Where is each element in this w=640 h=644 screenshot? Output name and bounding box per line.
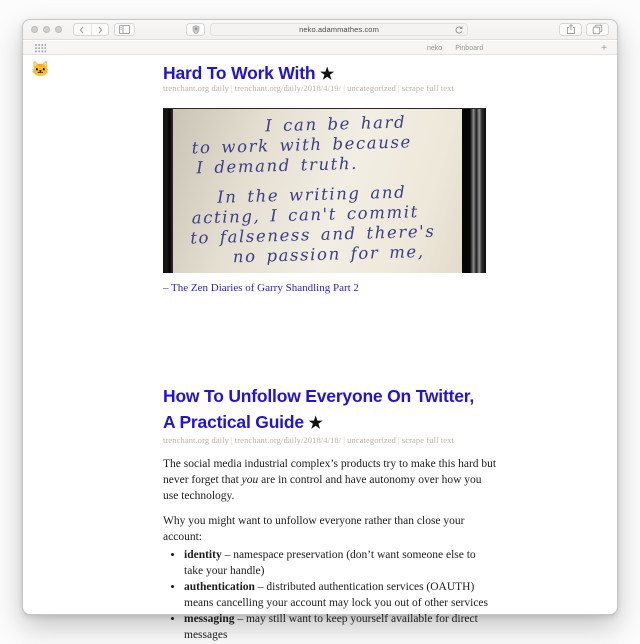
window-controls [31, 26, 62, 33]
chevron-left-icon [78, 26, 86, 34]
photo-caption-link[interactable]: – The Zen Diaries of Garry Shandling Part 2 [163, 282, 359, 294]
browser-window [22, 19, 618, 641]
address-bar[interactable] [210, 23, 468, 36]
list-item-messaging: • messaging – may still want to keep yourself available for direct messages [184, 612, 493, 643]
paragraph-social-media: The social media industrial complex’s products try to make this hard but never forget that you are in control and have autonomy over how you use technology. [163, 458, 497, 502]
post-meta [163, 83, 503, 93]
meta-separator: | [343, 83, 346, 93]
photo-dark-edge-right [462, 109, 486, 273]
post-meta [163, 435, 503, 445]
reload-button[interactable] [454, 25, 464, 35]
star-icon: ★ [308, 415, 323, 432]
share-icon [566, 24, 576, 35]
handwriting-photo [163, 108, 486, 273]
share-button[interactable] [559, 23, 582, 36]
url-text: neko.adammathes.com [299, 25, 379, 34]
favorites-grid-icon[interactable] [35, 44, 46, 53]
meta-scrape-link[interactable]: scrape full text [401, 435, 454, 445]
back-button[interactable] [74, 24, 91, 35]
meta-separator: | [343, 435, 346, 445]
new-tab-button[interactable]: + [601, 42, 607, 54]
meta-permalink[interactable]: trenchant.org/daily/2018/4/19/ [234, 83, 342, 93]
page-content [23, 56, 617, 641]
meta-source-link[interactable]: trenchant.org daily [163, 83, 229, 93]
close-button[interactable] [31, 26, 38, 33]
browser-toolbar [23, 20, 617, 40]
meta-permalink[interactable]: trenchant.org/daily/2018/4/18/ [234, 435, 342, 445]
zoom-button[interactable] [55, 26, 62, 33]
chevron-right-icon [96, 26, 104, 34]
meta-separator: | [230, 83, 233, 93]
meta-scrape-link[interactable]: scrape full text [401, 83, 454, 93]
meta-separator: | [398, 435, 400, 445]
favorite-item-pinboard[interactable]: Pinboard [455, 44, 484, 52]
paragraph-why-unfollow: Why you might want to unfollow everyone rather than close your account: [163, 515, 465, 543]
photo-dark-edge-left [163, 109, 173, 273]
post-title-line2: A Practical Guide [163, 412, 304, 432]
post-title-line1: How To Unfollow Everyone On Twitter, [163, 386, 475, 406]
favorite-item-neko[interactable]: neko [427, 44, 443, 52]
meta-separator: | [230, 435, 233, 445]
handwritten-text: I can be hard to work with because I demand truth. In the writing and acting, I can't commit to falseness and there's no passion for me, [190, 112, 436, 267]
post-title-how-to-unfollow[interactable] [163, 383, 499, 437]
reload-icon [454, 25, 464, 35]
minimize-button[interactable] [43, 26, 50, 33]
privacy-badge-button[interactable] [186, 23, 205, 36]
tabs-icon [592, 24, 603, 35]
cat-emoji-icon[interactable]: 🐱 [31, 61, 50, 78]
shield-icon [192, 25, 200, 34]
forward-button[interactable] [91, 24, 109, 35]
reasons-list [163, 548, 493, 644]
tab-overview-button[interactable] [586, 23, 609, 36]
sidebar-icon [119, 25, 130, 34]
post-title-text: Hard To Work With [163, 63, 316, 83]
favorites-bar [23, 41, 617, 55]
sidebar-toggle-button[interactable] [114, 23, 135, 36]
star-icon: ★ [320, 66, 335, 83]
meta-category-link[interactable]: uncategorized [347, 83, 397, 93]
emphasized-you: you [241, 474, 259, 486]
meta-separator: | [398, 83, 400, 93]
list-item-identity: • identity – namespace preservation (don’t want someone else to take your handle) [184, 548, 493, 579]
meta-category-link[interactable]: uncategorized [347, 435, 397, 445]
list-item-authentication: • authentication – distributed authentication services (OAUTH) means cancelling your account may lock you out of other services [184, 580, 493, 611]
meta-source-link[interactable]: trenchant.org daily [163, 435, 229, 445]
history-nav [73, 23, 109, 36]
